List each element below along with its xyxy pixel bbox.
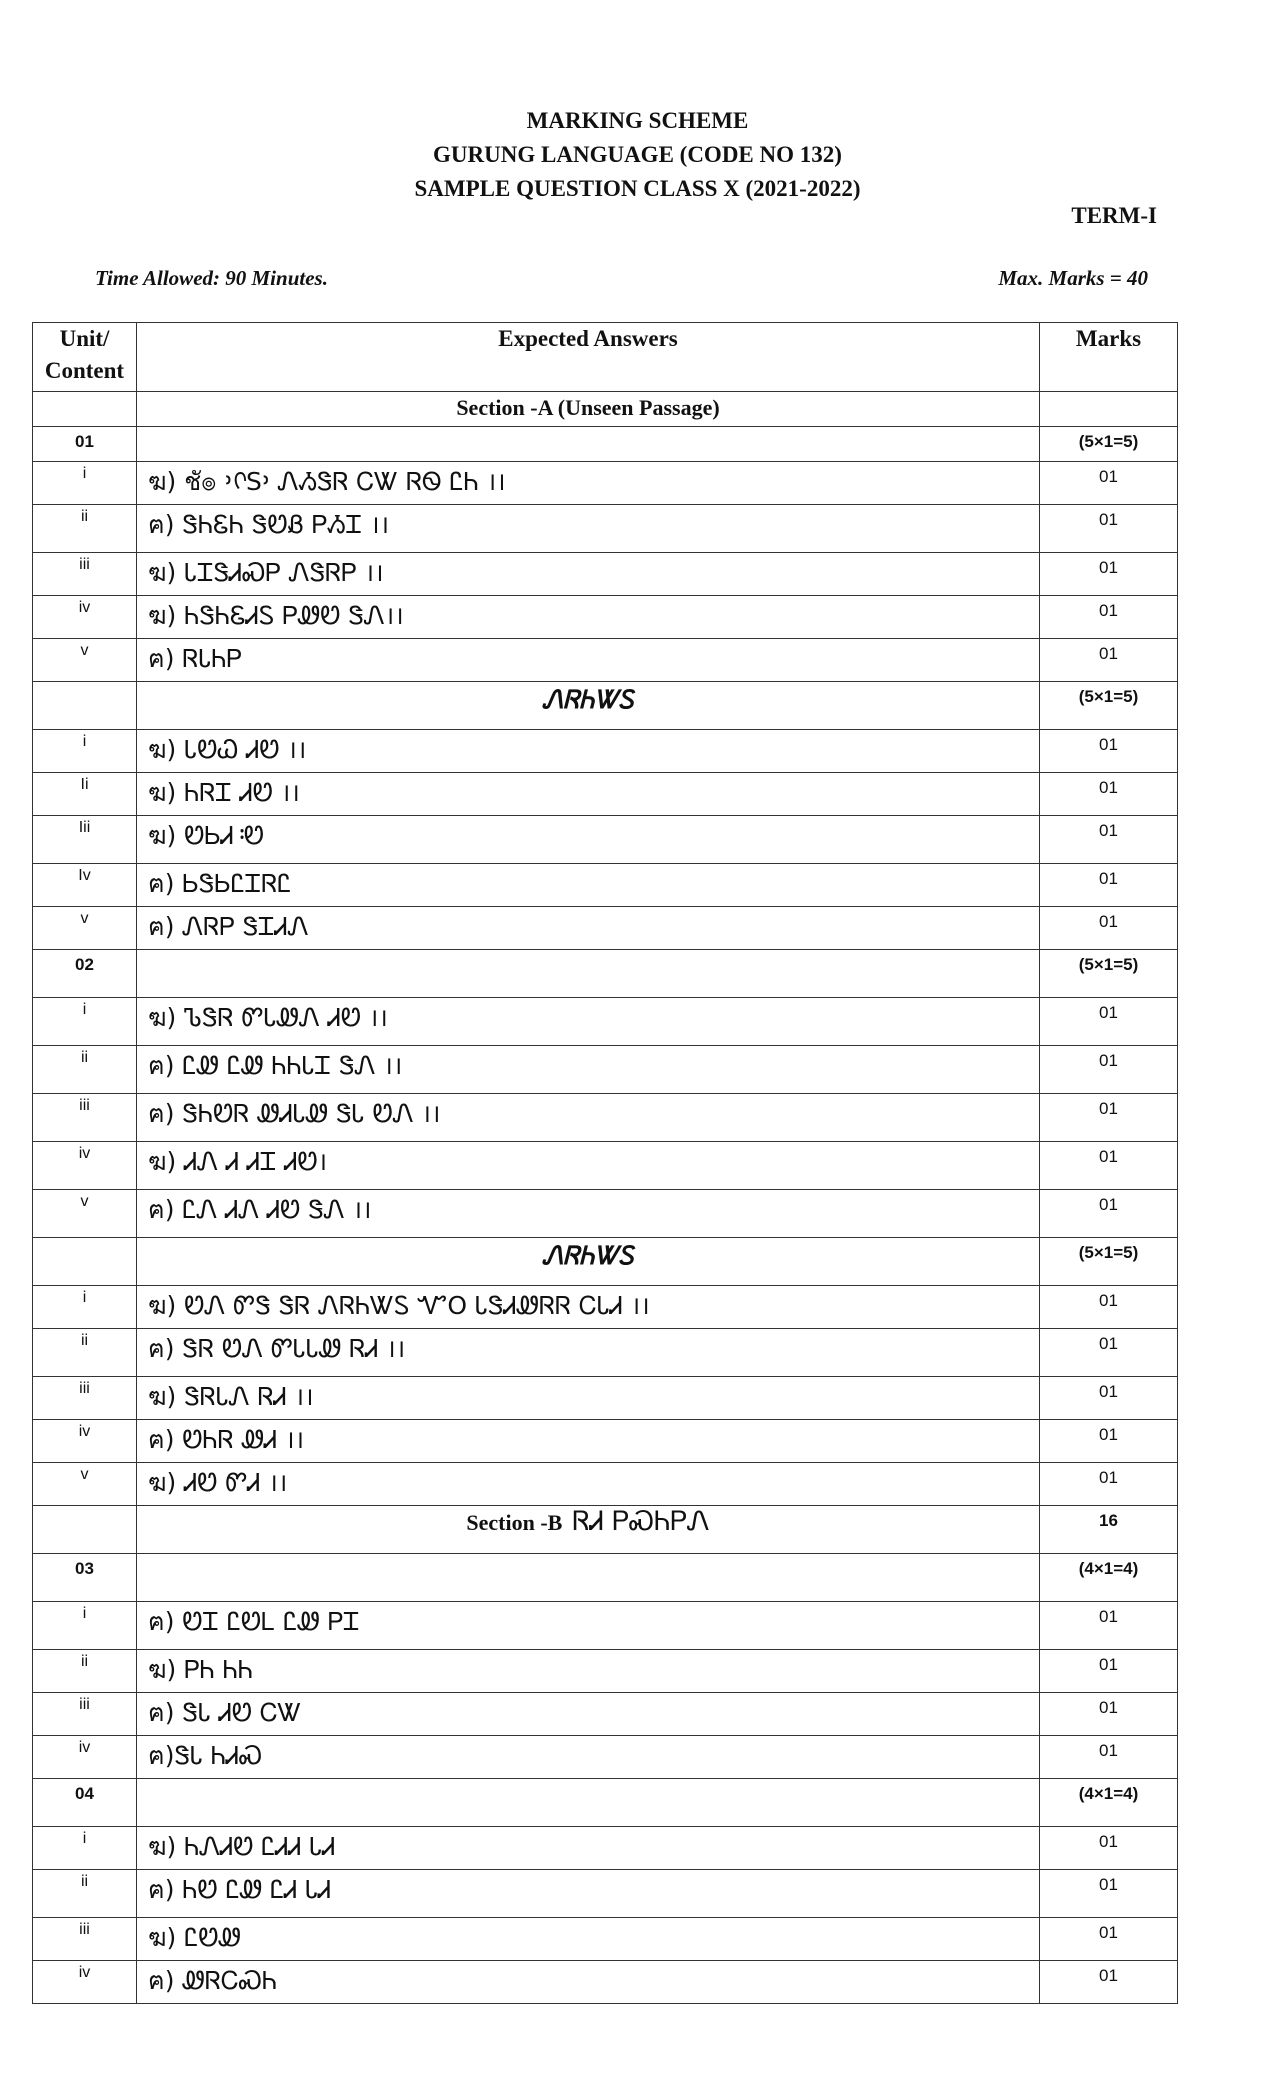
answer-text: ฆ) ᏓᏬᏇ ᏗᏬ ।। <box>137 730 1040 773</box>
question-number-row <box>33 1554 1178 1602</box>
subsection-title: ᏁᏒᏂᏔᏚ <box>137 682 1040 730</box>
question-number: 04 <box>33 1779 137 1827</box>
answer-row <box>33 596 1178 639</box>
section-b-title <box>137 1506 1040 1554</box>
term-label: TERM-I <box>1071 203 1157 228</box>
answer-row <box>33 1736 1178 1779</box>
question-number: 01 <box>33 427 137 462</box>
header-unit: Unit/ Content <box>33 323 137 392</box>
answer-text: ฅ) ᏕᏂᏬᏒ ᏪᏗᏓᏪ ᏕᏓ ᏬᏁ ।। <box>137 1094 1040 1142</box>
answer-row <box>33 1046 1178 1094</box>
answer-text: ฅ) ᏏᏕᏏᏝᏆᏒᏝ <box>137 864 1040 907</box>
answer-row <box>33 1286 1178 1329</box>
subsection-title: ᏁᏒᏂᏔᏚ <box>137 1238 1040 1286</box>
answer-row <box>33 505 1178 553</box>
marking-table <box>32 322 1178 2004</box>
answer-unit: Iv <box>33 864 137 907</box>
section-b-unit-cell <box>33 1506 137 1554</box>
answer-unit: iv <box>33 1420 137 1463</box>
answer-marks: 01 <box>1040 1736 1178 1779</box>
question-marks: (5×1=5) <box>1040 950 1178 998</box>
answer-marks: 01 <box>1040 730 1178 773</box>
answer-unit: iv <box>33 1142 137 1190</box>
table-header-row <box>33 323 1178 392</box>
section-b-marks: 16 <box>1040 1506 1178 1554</box>
answer-text: ฅ) ᏬᏆ ᏝᏬᏞ ᏝᏪ ᏢᏆ <box>137 1602 1040 1650</box>
answer-marks: 01 <box>1040 773 1178 816</box>
header-marks: Marks <box>1040 323 1178 392</box>
subsection-marks: (5×1=5) <box>1040 682 1178 730</box>
answer-row <box>33 907 1178 950</box>
question-number: 03 <box>33 1554 137 1602</box>
answer-text: ฆ) ᏗᏬ ᏛᏗ ।। <box>137 1463 1040 1506</box>
answer-marks: 01 <box>1040 816 1178 864</box>
answer-row <box>33 1827 1178 1870</box>
answer-row <box>33 773 1178 816</box>
time-allowed: Time Allowed: 90 Minutes. <box>95 266 328 290</box>
section-b-row <box>33 1506 1178 1554</box>
question-number-row <box>33 427 1178 462</box>
answer-unit: iii <box>33 1693 137 1736</box>
answer-unit: ii <box>33 1650 137 1693</box>
answer-marks: 01 <box>1040 1827 1178 1870</box>
answer-unit: i <box>33 998 137 1046</box>
answer-text: ฆ) ᏂᏕᏂᏋᏗᏚ ᏢᏪᏬ ᏕᏁ।। <box>137 596 1040 639</box>
answer-text: ฅ) ᏝᏪ ᏝᏪ ᏂᏂᏓᏆ ᏕᏁ ।। <box>137 1046 1040 1094</box>
answer-marks: 01 <box>1040 864 1178 907</box>
answer-marks: 01 <box>1040 1693 1178 1736</box>
answer-row <box>33 864 1178 907</box>
answer-marks: 01 <box>1040 1602 1178 1650</box>
answer-text: ฆ) ᏢᏂ ᏂᏂ <box>137 1650 1040 1693</box>
answer-text: ฆ) ᏓᏆᏕᏗᏍᏢ ᏁᏕᏒᏢ ।। <box>137 553 1040 596</box>
answer-row <box>33 1918 1178 1961</box>
answer-text: ฅ) ᏬᏂᏒ ᏪᏗ ।। <box>137 1420 1040 1463</box>
section-title: Section -A (Unseen Passage) <box>137 392 1040 427</box>
answer-unit: Ii <box>33 773 137 816</box>
answer-marks: 01 <box>1040 1190 1178 1238</box>
question-marks: (5×1=5) <box>1040 427 1178 462</box>
answer-text: ฅ) ᏕᏓ ᏗᏬ ᏟᏔ <box>137 1693 1040 1736</box>
question-blank <box>137 427 1040 462</box>
subsection-unit-cell <box>33 682 137 730</box>
question-marks: (4×1=4) <box>1040 1554 1178 1602</box>
section-unit-cell <box>33 392 137 427</box>
subsection-row <box>33 1238 1178 1286</box>
section-row <box>33 392 1178 427</box>
section-marks <box>1040 392 1178 427</box>
section-b-label: Section -B <box>466 1510 563 1535</box>
answer-row <box>33 553 1178 596</box>
answer-row <box>33 1420 1178 1463</box>
answer-marks: 01 <box>1040 907 1178 950</box>
answer-text: ฅ) ᏂᏬ ᏝᏪ ᏝᏗ ᏓᏗ <box>137 1870 1040 1918</box>
question-number: 02 <box>33 950 137 998</box>
answer-unit: i <box>33 1286 137 1329</box>
answer-text: ฆ) ᏝᏬᏪ <box>137 1918 1040 1961</box>
answer-row <box>33 462 1178 505</box>
subsection-row <box>33 682 1178 730</box>
doc-title: MARKING SCHEME <box>526 108 749 133</box>
answer-row <box>33 639 1178 682</box>
answer-unit: i <box>33 462 137 505</box>
answer-marks: 01 <box>1040 1046 1178 1094</box>
answer-marks: 01 <box>1040 596 1178 639</box>
answer-text: ฅ) ᏪᏒᏟᏍᏂ <box>137 1961 1040 2004</box>
answer-unit: i <box>33 1602 137 1650</box>
question-blank <box>137 1779 1040 1827</box>
answer-row <box>33 1094 1178 1142</box>
answer-text: ฅ) ᏝᏁ ᏗᏁ ᏗᏬ ᏕᏁ ।। <box>137 1190 1040 1238</box>
answer-text: ฆ) ᏕᏒᏓᏁ ᏒᏗ ।। <box>137 1377 1040 1420</box>
answer-marks: 01 <box>1040 553 1178 596</box>
answer-row <box>33 1693 1178 1736</box>
answer-marks: 01 <box>1040 1463 1178 1506</box>
answer-marks: 01 <box>1040 1286 1178 1329</box>
answer-unit: Iii <box>33 816 137 864</box>
answer-marks: 01 <box>1040 1094 1178 1142</box>
answer-marks: 01 <box>1040 462 1178 505</box>
answer-marks: 01 <box>1040 1420 1178 1463</box>
answer-unit: i <box>33 730 137 773</box>
answer-unit: iii <box>33 1377 137 1420</box>
subsection-marks: (5×1=5) <box>1040 1238 1178 1286</box>
answer-unit: ii <box>33 1046 137 1094</box>
answer-row <box>33 1329 1178 1377</box>
answer-row <box>33 730 1178 773</box>
answer-unit: v <box>33 639 137 682</box>
answer-unit: iii <box>33 553 137 596</box>
answer-row <box>33 1190 1178 1238</box>
answer-unit: iv <box>33 1961 137 2004</box>
answer-row <box>33 1870 1178 1918</box>
answer-text: ฆ) ชั๏ ᠈ᢉS᠈ ᏁᏱᏕᏒ ᏟᏔ ᏒᏫ ᏝᏂ ।। <box>137 462 1040 505</box>
answer-row <box>33 816 1178 864</box>
answer-text: ฅ) ᏕᏒ ᏬᏁ ᏛᏓᏓᏪ ᏒᏗ ।। <box>137 1329 1040 1377</box>
answer-unit: ii <box>33 505 137 553</box>
document-header <box>0 104 1275 206</box>
answer-text: ฅ) ᏁᏒᏢ ᏕᏆᏗᏁ <box>137 907 1040 950</box>
section-b-gurung-label: ᏒᏗ ᏢᏍᏂᏢᏁ <box>572 1506 710 1537</box>
doc-class: SAMPLE QUESTION CLASS X (2021-2022) <box>414 176 861 201</box>
answer-row <box>33 998 1178 1046</box>
answer-unit: iii <box>33 1918 137 1961</box>
answer-text: ฆ) ᏬᏁ ᏛᏕ ᏕᏒ ᏁᏒᏂᏔᏚ ᏉO ᏓᏕᏗᏪᏒᏒ ᏟᏓᏗ ।। <box>137 1286 1040 1329</box>
answer-marks: 01 <box>1040 1650 1178 1693</box>
answer-marks: 01 <box>1040 1918 1178 1961</box>
question-number-row <box>33 1779 1178 1827</box>
question-blank <box>137 1554 1040 1602</box>
header-answers: Expected Answers <box>137 323 1040 392</box>
answer-row <box>33 1142 1178 1190</box>
answer-marks: 01 <box>1040 1961 1178 2004</box>
answer-text: ฆ) ᏂᏁᏗᏬ ᏝᏗᏗ ᏓᏗ <box>137 1827 1040 1870</box>
answer-unit: iv <box>33 596 137 639</box>
answer-unit: iv <box>33 1736 137 1779</box>
answer-text: ฅ)ᏕᏓ ᏂᏗᏍ <box>137 1736 1040 1779</box>
answer-unit: v <box>33 907 137 950</box>
answer-marks: 01 <box>1040 1329 1178 1377</box>
answer-row <box>33 1602 1178 1650</box>
question-blank <box>137 950 1040 998</box>
answer-text: ฆ) ᏖᏕᏒ ᏛᏓᏪᏁ ᏗᏬ ।। <box>137 998 1040 1046</box>
doc-subject: GURUNG LANGUAGE (CODE NO 132) <box>433 142 842 167</box>
subsection-unit-cell <box>33 1238 137 1286</box>
answer-row <box>33 1650 1178 1693</box>
answer-unit: v <box>33 1190 137 1238</box>
answer-unit: ii <box>33 1870 137 1918</box>
answer-unit: i <box>33 1827 137 1870</box>
answer-text: ฆ) ᏬᏏᏗ᠄Ꮼ <box>137 816 1040 864</box>
answer-marks: 01 <box>1040 998 1178 1046</box>
answer-row <box>33 1961 1178 2004</box>
answer-text: ฅ) ᏒᏓᏂᏢ <box>137 639 1040 682</box>
answer-text: ฅ) ᏕᏂᏋᏂ ᏕᏬᏰ ᏢᏱᏆ ।। <box>137 505 1040 553</box>
answer-text: ฆ) ᏗᏁ Ꮧ ᏗᏆ ᏗᏬ। <box>137 1142 1040 1190</box>
max-marks: Max. Marks = 40 <box>998 266 1148 290</box>
answer-marks: 01 <box>1040 639 1178 682</box>
answer-row <box>33 1377 1178 1420</box>
answer-marks: 01 <box>1040 1870 1178 1918</box>
question-number-row <box>33 950 1178 998</box>
answer-marks: 01 <box>1040 1142 1178 1190</box>
answer-marks: 01 <box>1040 1377 1178 1420</box>
answer-unit: v <box>33 1463 137 1506</box>
answer-unit: ii <box>33 1329 137 1377</box>
answer-text: ฆ) ᏂᏒᏆ ᏗᏬ ।। <box>137 773 1040 816</box>
question-marks: (4×1=4) <box>1040 1779 1178 1827</box>
answer-unit: iii <box>33 1094 137 1142</box>
answer-marks: 01 <box>1040 505 1178 553</box>
answer-row <box>33 1463 1178 1506</box>
